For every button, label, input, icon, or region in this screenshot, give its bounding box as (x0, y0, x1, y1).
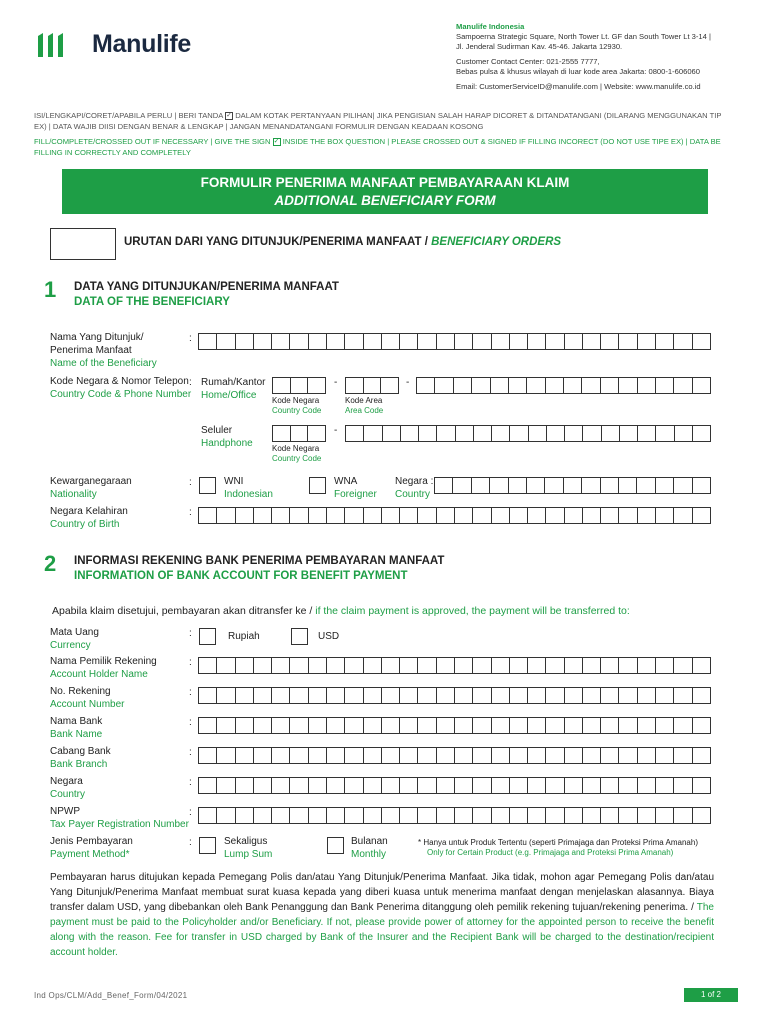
usd-checkbox[interactable] (291, 628, 308, 645)
section-2-title-id: INFORMASI REKENING BANK PENERIMA PEMBAYARAN MANFAAT (74, 555, 445, 567)
beneficiary-order-label (124, 236, 561, 248)
wna-label (334, 475, 377, 501)
company-info (456, 22, 756, 92)
colon: : (189, 333, 192, 344)
page-number-badge: 1 of 2 (684, 988, 738, 1002)
area-code-caption (345, 396, 383, 416)
home-office-label (201, 376, 265, 402)
wni-label-id: WNI (224, 476, 244, 487)
note-id: * Hanya untuk Produk Tertentu (seperti Primajaga dan Proteksi Prima Amanah) (418, 838, 698, 847)
disclaimer-id: Pembayaran harus ditujukan kepada Pemegang Polis dan/atau Yang Ditunjuk/Penerima Manfaat. Jika tidak, mohon agar Pemegang Polis dan/atau Yang Ditunjuk/Penerima Manfaat membuat surat kuasa kepada yang diberi kuasa untuk menerima manfaat dengan menjelaskan alasannya. Biaya transfer dalam USD, yang dibebankan oleh Bank Penanggung dan Bank Penerima ditanggung oleh pemilik rekening tujuan/rekening penerima. / (50, 872, 714, 913)
wna-checkbox[interactable] (309, 477, 326, 494)
beneficiary-order-input[interactable] (50, 228, 116, 260)
country-code-en: Country Code (272, 406, 322, 415)
npwp-input[interactable] (198, 807, 711, 824)
negara-label-id: Negara : (395, 476, 434, 487)
section-1-title (74, 280, 339, 310)
instructions-en-part2: INSIDE THE BOX QUESTION | PLEASE CROSSED OUT & SIGNED IF FILLING INCORECT (DO NOT USE TIPE EX) | DATA BE FILLING IN CORRECTLY AND COMPLETELY (34, 137, 721, 157)
npwp-label (50, 805, 189, 831)
lump-label-id: Sekaligus (224, 836, 268, 847)
npwp-label-id: NPWP (50, 806, 80, 817)
company-name: Manulife Indonesia (456, 22, 525, 31)
home-phone-number-input[interactable] (416, 377, 711, 394)
birth-country-input[interactable] (198, 507, 711, 524)
colon: : (189, 807, 192, 818)
bank-name-label (50, 715, 102, 741)
colon: : (189, 657, 192, 668)
checkbox-sample-icon: ✓ (273, 138, 280, 145)
home-country-code-input[interactable] (272, 377, 326, 394)
monthly-checkbox[interactable] (327, 837, 344, 854)
home-area-code-input[interactable] (345, 377, 399, 394)
contact-center: Customer Contact Center: 021-2555 7777, (456, 57, 600, 66)
product-note (418, 838, 718, 858)
country-code-caption (272, 396, 321, 416)
company-address-2: Jl. Jenderal Sudirman Kav. 45-46. Jakarta 12930. (456, 42, 623, 51)
colon: : (189, 747, 192, 758)
holder-label-en: Account Holder Name (50, 669, 148, 680)
name-label-en: Name of the Beneficiary (50, 358, 157, 369)
home-label-en: Home/Office (201, 390, 257, 401)
instructions-en (34, 136, 734, 158)
company-address-1: Sampoerna Strategic Square, North Tower Lt. GF dan South Tower Lt 3-14 | (456, 32, 711, 41)
phone-label-en: Country Code & Phone Number (50, 389, 192, 400)
account-number-input[interactable] (198, 687, 711, 704)
lump-sum-label (224, 835, 272, 861)
form-title-id: FORMULIR PENERIMA MANFAAT PEMBAYARAAN KLAIM (200, 175, 570, 190)
negara-label (395, 475, 433, 501)
colon: : (189, 477, 192, 488)
section-1-number: 1 (44, 277, 57, 302)
country-code-id: Kode Negara (272, 396, 320, 405)
email-website: Email: CustomerServiceID@manulife.com | Website: www.manulife.co.id (456, 82, 701, 91)
disclaimer-en: The payment must be paid to the Policyholder and/or Beneficiary. If not, please provide power of attorney for the appointed person to receive the benefit along with the reason. Fee for transfer in USD charged by Bank of the Insurer and the Recipient Bank will be charged to the destination/recipient account holder. (50, 902, 714, 958)
holder-label-id: Nama Pemilik Rekening (50, 656, 157, 667)
birth-country-label (50, 505, 128, 531)
bank-country-input[interactable] (198, 777, 711, 794)
bank-country-label (50, 775, 85, 801)
nationality-country-input[interactable] (434, 477, 711, 494)
birth-label-en: Country of Birth (50, 519, 120, 530)
nationality-label-en: Nationality (50, 489, 97, 500)
bank-country-label-en: Country (50, 789, 86, 800)
home-label-id: Rumah/Kantor (201, 377, 266, 388)
cell-country-code-caption (272, 444, 321, 464)
currency-label (50, 626, 99, 652)
country-code-en: Country Code (272, 454, 322, 463)
toll-free: Bebas pulsa & khusus wilayah di luar kode area Jakarta: 0800-1-606060 (456, 67, 700, 76)
colon: : (189, 687, 192, 698)
bank-name-input[interactable] (198, 717, 711, 734)
currency-label-en: Currency (50, 640, 91, 651)
currency-label-id: Mata Uang (50, 627, 99, 638)
colon: : (189, 837, 192, 848)
method-label-id: Jenis Pembayaran (50, 836, 133, 847)
colon: : (189, 717, 192, 728)
method-label-en: Payment Method* (50, 849, 130, 860)
instructions-id-part2: DALAM KOTAK PERTANYAAN PILIHAN| JIKA PENGISIAN SALAH HARAP DICORET & DITANDATANGANI (DILARANG MENGGUNAKAN TIP EX) | DATA WAJIB DIISI DENGAN BENAR & LENGKAP | JANGAN MENANDATANGANI FORMULIR DENGAN KEADAAN KOSONG (34, 111, 722, 131)
wna-label-id: WNA (334, 476, 358, 487)
dash: - (334, 377, 338, 388)
colon: : (189, 377, 192, 388)
instructions-en-part1: FILL/COMPLETE/CROSSED OUT IF NECESSARY | GIVE THE SIGN (34, 137, 271, 146)
lump-label-en: Lump Sum (224, 849, 273, 860)
beneficiary-name-input[interactable] (198, 333, 711, 350)
account-holder-label (50, 655, 157, 681)
usd-label: USD (318, 631, 340, 642)
name-label-id1: Nama Yang Ditunjuk/ (50, 332, 144, 343)
phone-label (50, 375, 191, 401)
manulife-logo-icon (36, 30, 66, 60)
nationality-label (50, 475, 132, 501)
cell-label-en: Handphone (201, 438, 253, 449)
form-code: Ind Ops/CLM/Add_Benef_Form/04/2021 (34, 991, 188, 1000)
instructions-id (34, 110, 734, 132)
section-1-title-id: DATA YANG DITUNJUKAN/PENERIMA MANFAAT (74, 281, 339, 293)
nationality-label-id: Kewarganegaraan (50, 476, 132, 487)
cell-country-code-input[interactable] (272, 425, 326, 442)
lump-sum-checkbox[interactable] (199, 837, 216, 854)
account-holder-input[interactable] (198, 657, 711, 674)
area-code-en: Area Code (345, 406, 384, 415)
acct-label-en: Account Number (50, 699, 125, 710)
monthly-label-en: Monthly (351, 849, 387, 860)
order-label-id: URUTAN DARI YANG DITUNJUK/PENERIMA MANFAAT / (124, 236, 428, 248)
payment-intro (52, 605, 630, 617)
dash: - (334, 425, 338, 436)
birth-label-id: Negara Kelahiran (50, 506, 128, 517)
area-code-id: Kode Area (345, 396, 383, 405)
instructions-id-part1: ISI/LENGKAPI/CORET/APABILA PERLU | BERI TANDA (34, 111, 223, 120)
form-title-banner (62, 169, 708, 214)
wna-label-en: Foreigner (334, 489, 377, 500)
payment-intro-en: if the claim payment is approved, the payment will be transferred to: (315, 605, 630, 617)
rupiah-checkbox[interactable] (199, 628, 216, 645)
name-label-id2: Penerima Manfaat (50, 345, 132, 356)
branch-label-id: Cabang Bank (50, 746, 111, 757)
checkbox-sample-icon: ✓ (226, 112, 232, 119)
section-2-title-en: INFORMATION OF BANK ACCOUNT FOR BENEFIT PAYMENT (74, 570, 408, 582)
beneficiary-name-label (50, 331, 157, 370)
wni-checkbox[interactable] (199, 477, 216, 494)
brand-name: Manulife (92, 30, 191, 58)
dash: - (406, 377, 410, 388)
colon: : (189, 628, 192, 639)
bank-label-en: Bank Name (50, 729, 103, 740)
npwp-label-en: Tax Payer Registration Number (50, 819, 189, 830)
rupiah-label: Rupiah (228, 631, 260, 642)
monthly-label-id: Bulanan (351, 836, 388, 847)
form-title-en: ADDITIONAL BENEFICIARY FORM (274, 193, 496, 208)
negara-label-en: Country (395, 489, 431, 500)
payment-intro-id: Apabila klaim disetujui, pembayaran akan ditransfer ke / (52, 605, 313, 617)
branch-label-en: Bank Branch (50, 759, 108, 770)
cellphone-label (201, 424, 253, 450)
cell-label-id: Seluler (201, 425, 233, 436)
payment-disclaimer (50, 870, 714, 960)
bank-label-id: Nama Bank (50, 716, 103, 727)
account-number-label (50, 685, 124, 711)
bank-country-label-id: Negara (50, 776, 83, 787)
section-1-title-en: DATA OF THE BENEFICIARY (74, 296, 230, 308)
section-2-title (74, 554, 444, 584)
bank-branch-label (50, 745, 111, 771)
order-label-en: BENEFICIARY ORDERS (431, 236, 562, 248)
colon: : (189, 777, 192, 788)
cell-number-input[interactable] (345, 425, 711, 442)
phone-label-id: Kode Negara & Nomor Telepon (50, 376, 189, 387)
bank-branch-input[interactable] (198, 747, 711, 764)
colon: : (189, 507, 192, 518)
monthly-label (351, 835, 388, 861)
wni-label (224, 475, 273, 501)
wni-label-en: Indonesian (224, 489, 273, 500)
payment-method-label (50, 835, 133, 861)
note-en: Only for Certain Product (e.g. Primajaga and Proteksi Prima Amanah) (427, 848, 674, 857)
acct-label-id: No. Rekening (50, 686, 111, 697)
section-2-number: 2 (44, 551, 57, 576)
country-code-id: Kode Negara (272, 444, 320, 453)
